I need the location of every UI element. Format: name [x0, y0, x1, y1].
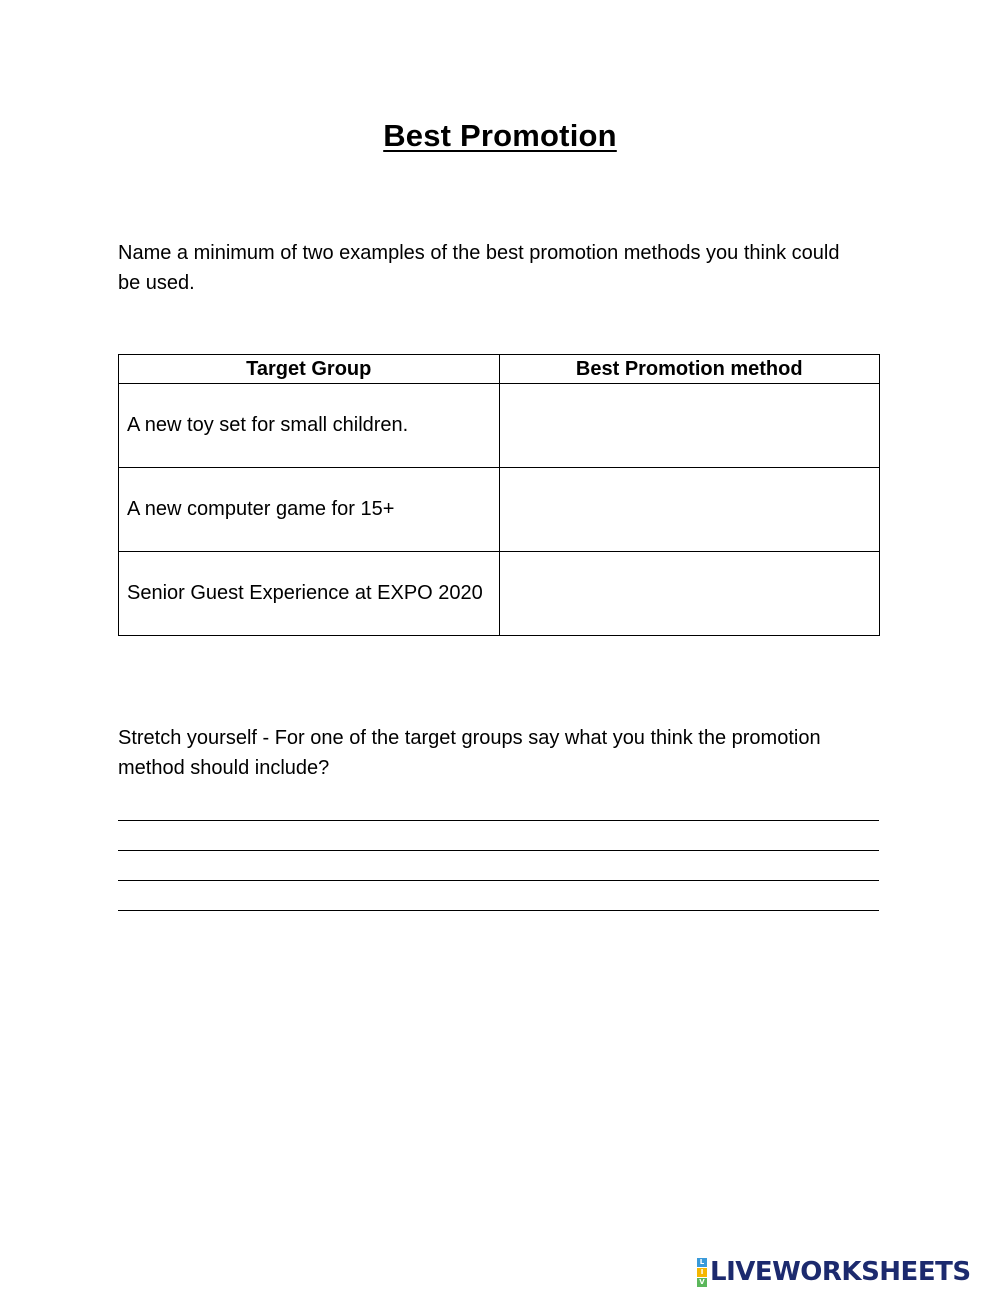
table-row: [119, 552, 880, 636]
instruction-text: Name a minimum of two examples of the best promotion methods you think could be used.: [118, 242, 840, 294]
promotion-method-answer-cell[interactable]: [499, 552, 880, 636]
answer-line[interactable]: [118, 851, 879, 881]
target-group-cell: A new computer game for 15+: [119, 468, 500, 552]
logo-block-l: L: [697, 1258, 707, 1267]
promotion-table: [118, 354, 880, 636]
promotion-method-answer-cell[interactable]: [499, 384, 880, 468]
answer-lines: [118, 820, 879, 911]
logo-text: LIVEWORKSHEETS: [710, 1257, 971, 1287]
table-row: [119, 384, 880, 468]
target-group-cell: Senior Guest Experience at EXPO 2020: [119, 552, 500, 636]
logo-blocks-icon: [697, 1258, 707, 1287]
liveworksheets-logo: [697, 1255, 971, 1289]
answer-line[interactable]: [118, 881, 879, 911]
page-title: Best Promotion: [383, 118, 617, 153]
answer-line[interactable]: [118, 821, 879, 851]
header-best-promotion-method: Best Promotion method: [499, 355, 880, 384]
target-group-cell: A new toy set for small children.: [119, 384, 500, 468]
header-target-group: Target Group: [119, 355, 500, 384]
promotion-method-answer-cell[interactable]: [499, 468, 880, 552]
table-row: [119, 468, 880, 552]
logo-block-v: V: [697, 1278, 707, 1287]
logo-block-i: I: [697, 1268, 707, 1277]
table-header-row: [119, 355, 880, 384]
stretch-question: Stretch yourself - For one of the target groups say what you think the promotion method should include?: [118, 727, 821, 779]
